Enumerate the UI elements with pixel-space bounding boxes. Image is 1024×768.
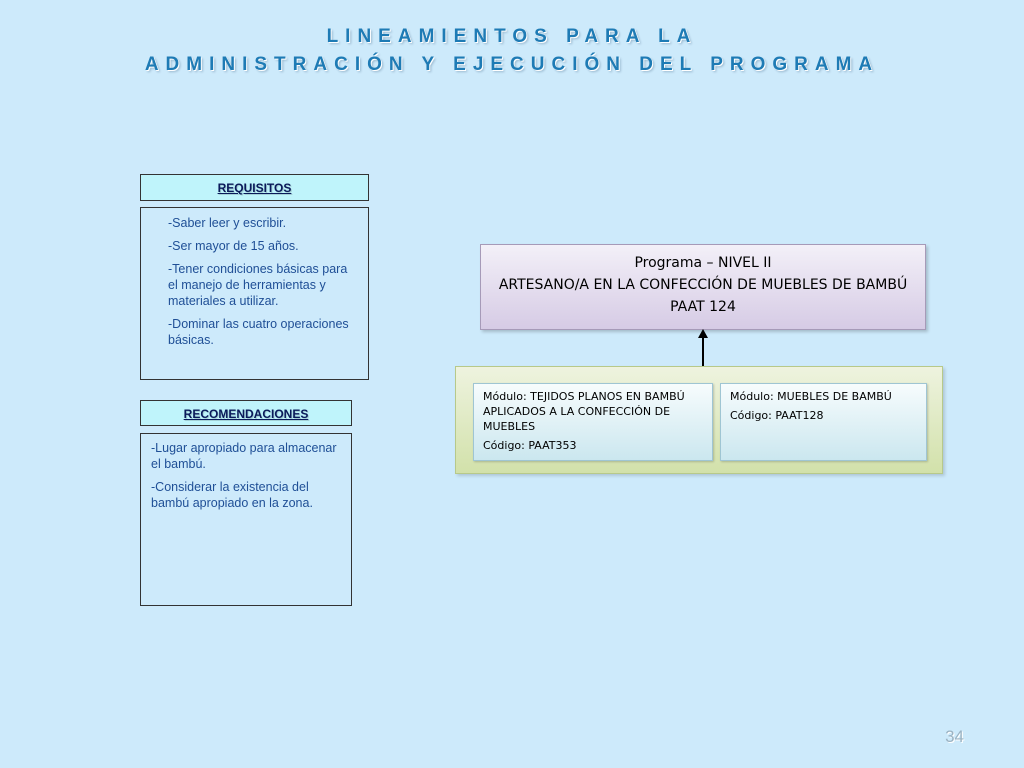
page-number: 34 [945, 727, 964, 746]
module-card [473, 383, 713, 461]
module-card [720, 383, 927, 461]
requisitos-list [140, 207, 369, 380]
list-item: -Ser mayor de 15 años. [168, 239, 299, 253]
program-name: ARTESANO/A EN LA CONFECCIÓN DE MUEBLES DE BAMBÚ [498, 277, 908, 293]
slide-title-line-1: LINEAMIENTOS PARA LA [326, 26, 698, 47]
program-code: PAAT 124 [670, 299, 736, 315]
list-item: -Lugar apropiado para almacenar el bambú. [151, 441, 337, 471]
modules-panel [455, 366, 943, 474]
list-item: -Considerar la existencia del bambú apropiado en la zona. [151, 480, 313, 510]
list-item: -Saber leer y escribir. [168, 216, 287, 230]
program-box [480, 244, 926, 330]
slide-title-line-2: ADMINISTRACIÓN Y EJECUCIÓN DEL PROGRAMA [144, 54, 880, 75]
connector-arrow [690, 329, 716, 369]
module-name: Módulo: MUEBLES DE BAMBÚ [730, 390, 892, 403]
list-item: -Dominar las cuatro operaciones básicas. [168, 317, 349, 347]
recomendaciones-list [140, 433, 352, 606]
list-item: -Tener condiciones básicas para el manejo de herramientas y materiales a utilizar. [168, 262, 348, 308]
requisitos-header: REQUISITOS [140, 174, 369, 201]
program-level: Programa – NIVEL II [634, 255, 772, 271]
module-code: Código: PAAT128 [730, 409, 824, 422]
module-code: Código: PAAT353 [483, 439, 577, 452]
module-name: Módulo: TEJIDOS PLANOS EN BAMBÚ APLICADOS A LA CONFECCIÓN DE MUEBLES [483, 390, 685, 433]
recomendaciones-header: RECOMENDACIONES [140, 400, 352, 426]
